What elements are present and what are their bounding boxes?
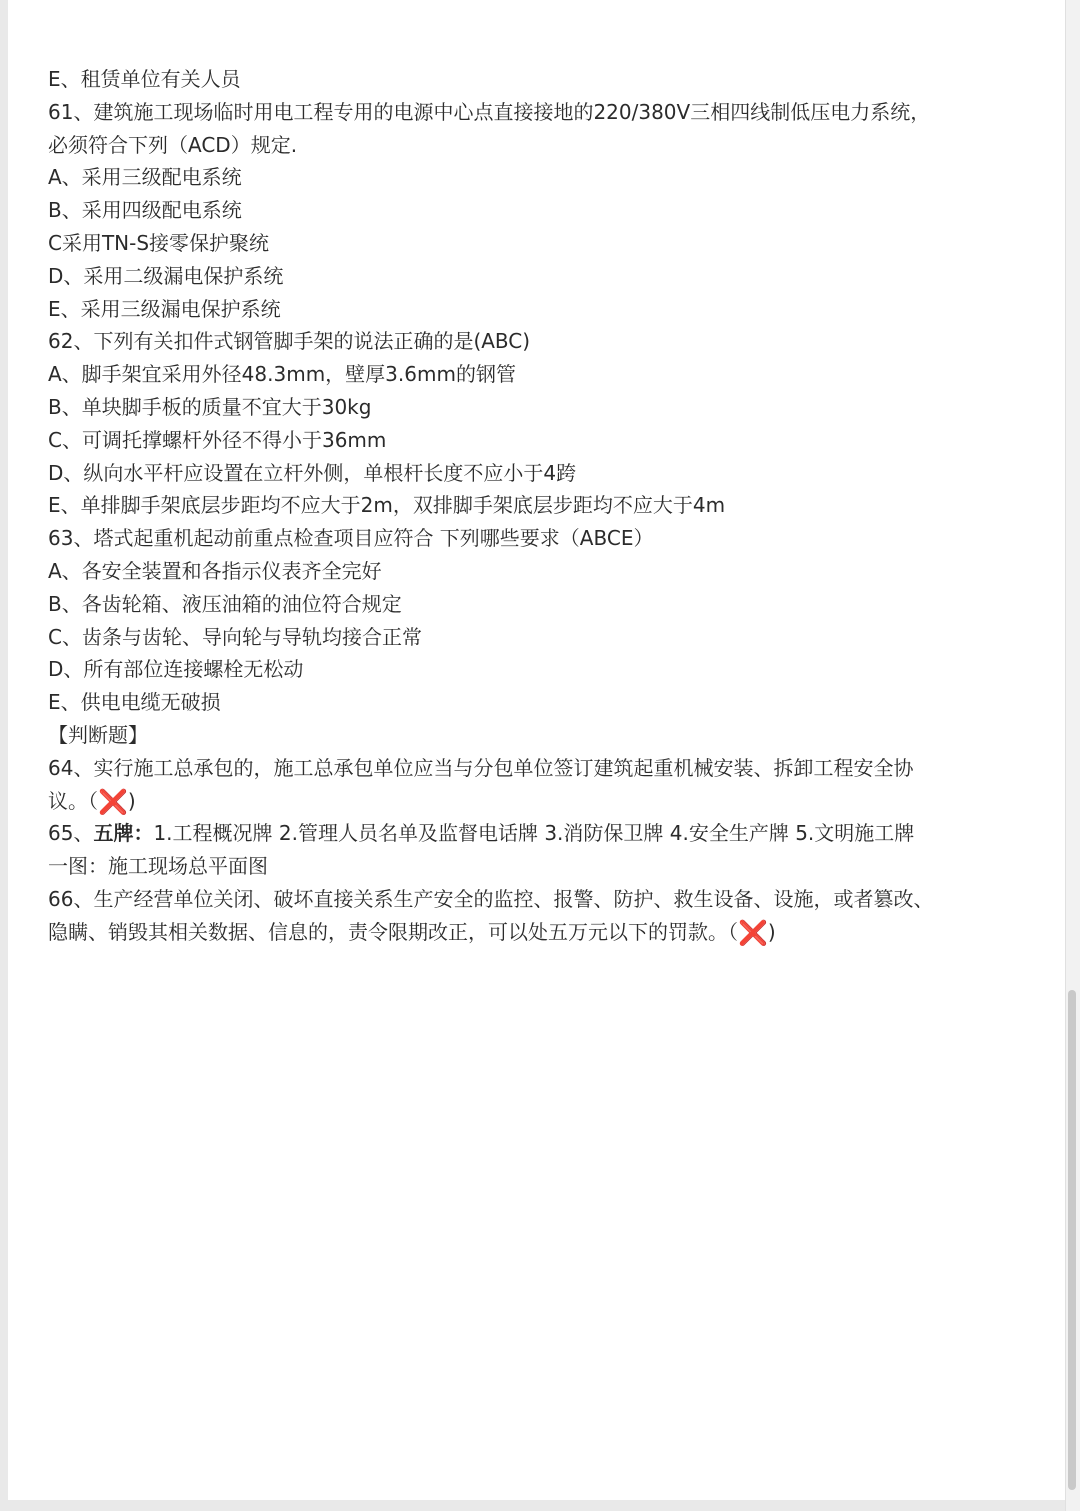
- question-65-map-line: 一图：施工现场总平面图: [48, 854, 268, 879]
- option-line: B、单块脚手板的质量不宜大于30kg: [48, 394, 372, 419]
- option-line: D、所有部位连接螺栓无松动: [48, 657, 304, 682]
- option-line: B、各齿轮箱、液压油箱的油位符合规定: [48, 591, 402, 616]
- question-66-line-1: 66、生产经营单位关闭、破坏直接关系生产安全的监控、报警、防护、救生设备、设施，或者篡改、: [48, 886, 934, 911]
- question-64-line-1: 64、实行施工总承包的，施工总承包单位应当与分包单位签订建筑起重机械安装、拆卸工程安全协: [48, 755, 914, 780]
- question-61-line-2: 必须符合下列（ACD）规定.: [48, 132, 298, 157]
- option-line: A、脚手架宜采用外径48.3mm，壁厚3.6mm的钢管: [48, 362, 516, 387]
- option-line: E、单排脚手架底层步距均不应大于2m，双排脚手架底层步距均不应大于4m: [48, 493, 726, 518]
- option-line: A、各安全装置和各指示仪表齐全完好: [48, 558, 382, 583]
- question-65: [48, 817, 1038, 850]
- text-line: E、租赁单位有关人员: [48, 67, 241, 91]
- paren-close: ): [767, 919, 776, 944]
- option-line: B、采用四级配电系统: [48, 198, 242, 223]
- document-page: [8, 0, 1072, 1500]
- paren-close: ): [127, 788, 136, 813]
- cross-mark-icon: ❌: [738, 918, 768, 947]
- question-65-text: 1.工程概况牌 2.管理人员名单及监督电话牌 3.消防保卫牌 4.安全生产牌 5.文明施工牌: [153, 821, 915, 846]
- question-62: 62、下列有关扣件式钢管脚手架的说法正确的是(ABC): [48, 329, 531, 354]
- question-65-bold-label: 五牌：: [93, 821, 154, 846]
- option-line: E、采用三级漏电保护系统: [48, 296, 281, 321]
- option-line: E、供电电缆无破损: [48, 690, 221, 715]
- scrollbar-thumb[interactable]: [1068, 990, 1076, 1490]
- question-64-line-2: [48, 785, 1038, 818]
- question-61-line-1: 61、建筑施工现场临时用电工程专用的电源中心点直接接地的220/380V三相四线制低压电力系统，: [48, 99, 931, 124]
- section-heading-true-false: 【判断题】: [48, 722, 148, 747]
- option-line: D、采用二级漏电保护系统: [48, 263, 284, 288]
- question-66-tail-text: 隐瞒、销毁其相关数据、信息的，责令限期改正，可以处五万元以下的罚款。（: [48, 919, 738, 944]
- scrollbar-track[interactable]: [1065, 0, 1080, 1511]
- cross-mark-icon: ❌: [98, 787, 128, 816]
- question-66-line-2: [48, 916, 1038, 949]
- question-65-number: 65、: [48, 821, 94, 846]
- option-line: C、可调托撑螺杆外径不得小于36mm: [48, 427, 387, 452]
- option-line: C、齿条与齿轮、导向轮与导轨均接合正常: [48, 624, 422, 649]
- option-line: D、纵向水平杆应设置在立杆外侧，单根杆长度不应小于4跨: [48, 460, 577, 485]
- option-line: A、采用三级配电系统: [48, 165, 242, 190]
- question-64-tail-text: 议。（: [48, 788, 98, 813]
- option-line: C采用TN-S接零保护聚统: [48, 230, 270, 255]
- question-63: 63、塔式起重机起动前重点检查项目应符合 下列哪些要求（ABCE）: [48, 526, 654, 551]
- document-content: [48, 63, 1038, 949]
